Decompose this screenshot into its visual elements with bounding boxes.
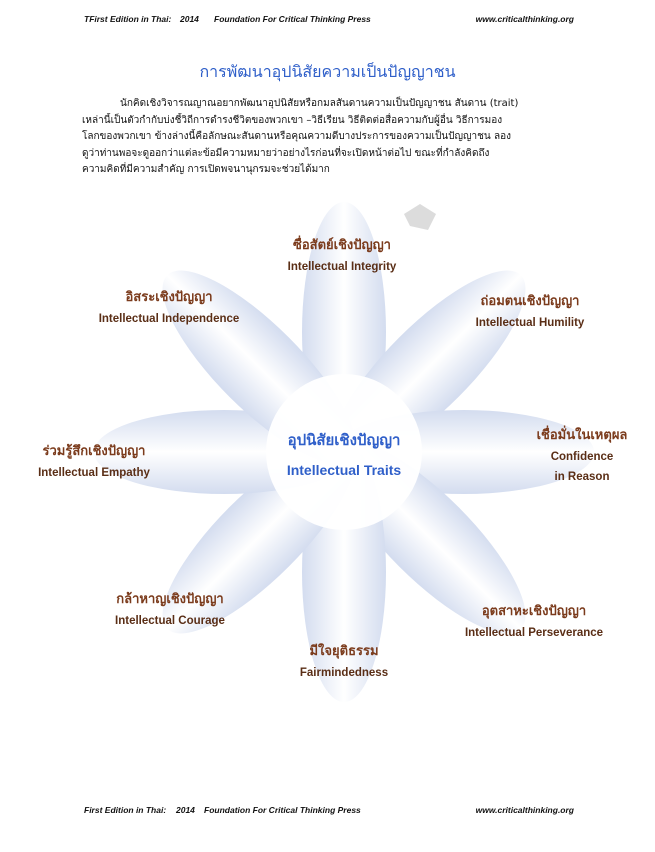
footer-website: www.criticalthinking.org: [475, 805, 574, 815]
trait-thai: กล้าหาญเชิงปัญญา: [116, 592, 224, 607]
trait-confidence: [512, 424, 652, 483]
page-curl-icon: [404, 204, 436, 230]
header-year: 2014: [180, 14, 199, 24]
trait-independence: [80, 286, 258, 325]
trait-humility: [450, 290, 610, 329]
trait-english: Confidence: [550, 451, 614, 463]
header-website: www.criticalthinking.org: [475, 14, 574, 24]
trait-english: Intellectual Perseverance: [464, 627, 604, 639]
trait-thai: อุตสาหะเชิงปัญญา: [481, 604, 587, 619]
intro-line: ความคิดที่มีความสำคัญ การเปิดพจนานุกรมจะช่วยได้มาก: [82, 164, 330, 175]
trait-perseverance: [446, 600, 622, 639]
trait-courage: [90, 588, 250, 627]
trait-english: Intellectual Humility: [475, 317, 585, 329]
trait-thai: อิสระเชิงปัญญา: [125, 290, 213, 305]
trait-integrity: [262, 234, 422, 273]
trait-english: Fairmindedness: [299, 667, 389, 679]
page-title: การพัฒนาอุปนิสัยความเป็นปัญญาชน: [199, 62, 456, 81]
trait-empathy: [14, 440, 174, 479]
trait-english: Intellectual Integrity: [287, 261, 397, 273]
trait-thai: ถ่อมตนเชิงปัญญา: [480, 294, 580, 309]
header-publisher: Foundation For Critical Thinking Press: [214, 14, 371, 24]
trait-thai: มีใจยุติธรรม: [309, 644, 379, 659]
trait-fairmindedness: [264, 640, 424, 679]
trait-thai: ร่วมรู้สึกเชิงปัญญา: [42, 444, 146, 459]
trait-english: Intellectual Empathy: [38, 467, 150, 479]
trait-thai: ซื่อสัตย์เชิงปัญญา: [293, 238, 391, 253]
trait-english: Intellectual Courage: [115, 615, 225, 627]
intro-line: เหล่านี้เป็นตัวกำกับบ่งชี้วิถีการดำรงชีวิตของพวกเขา –วิธีเรียน วิธีติดต่อสื่อความกับผู้อื่น วิธีการมอง: [82, 114, 503, 126]
center-english: Intellectual Traits: [286, 462, 402, 478]
trait-english: Intellectual Independence: [98, 313, 240, 325]
intro-line: ดูว่าท่านพอจะดูออกว่าแต่ละข้อมีความหมายว่าอย่างไรก่อนที่จะเปิดหน้าต่อไป ขณะที่กำลังคิดถึง: [82, 147, 490, 159]
footer-edition: First Edition in Thai:: [84, 805, 167, 815]
center-thai: อุปนิสัยเชิงปัญญา: [287, 431, 401, 449]
footer-publisher: Foundation For Critical Thinking Press: [204, 805, 361, 815]
intro-line: โลกของพวกเขา ข้างล่างนี้คือลักษณะสันดานหรือคุณความดีบางประการของความเป็นปัญญาชน ลอง: [82, 131, 511, 142]
intro-line: นักคิดเชิงวิจารณญาณอยากพัฒนาอุปนิสัยหรือกมลสันดานความเป็นปัญญาชน สันดาน (trait): [120, 98, 519, 109]
center-label: [264, 428, 424, 478]
header-edition: TFirst Edition in Thai:: [84, 14, 172, 24]
trait-thai: เชื่อมั่นในเหตุผล: [536, 428, 628, 443]
footer-year: 2014: [176, 805, 195, 815]
trait-english: in Reason: [554, 471, 610, 483]
